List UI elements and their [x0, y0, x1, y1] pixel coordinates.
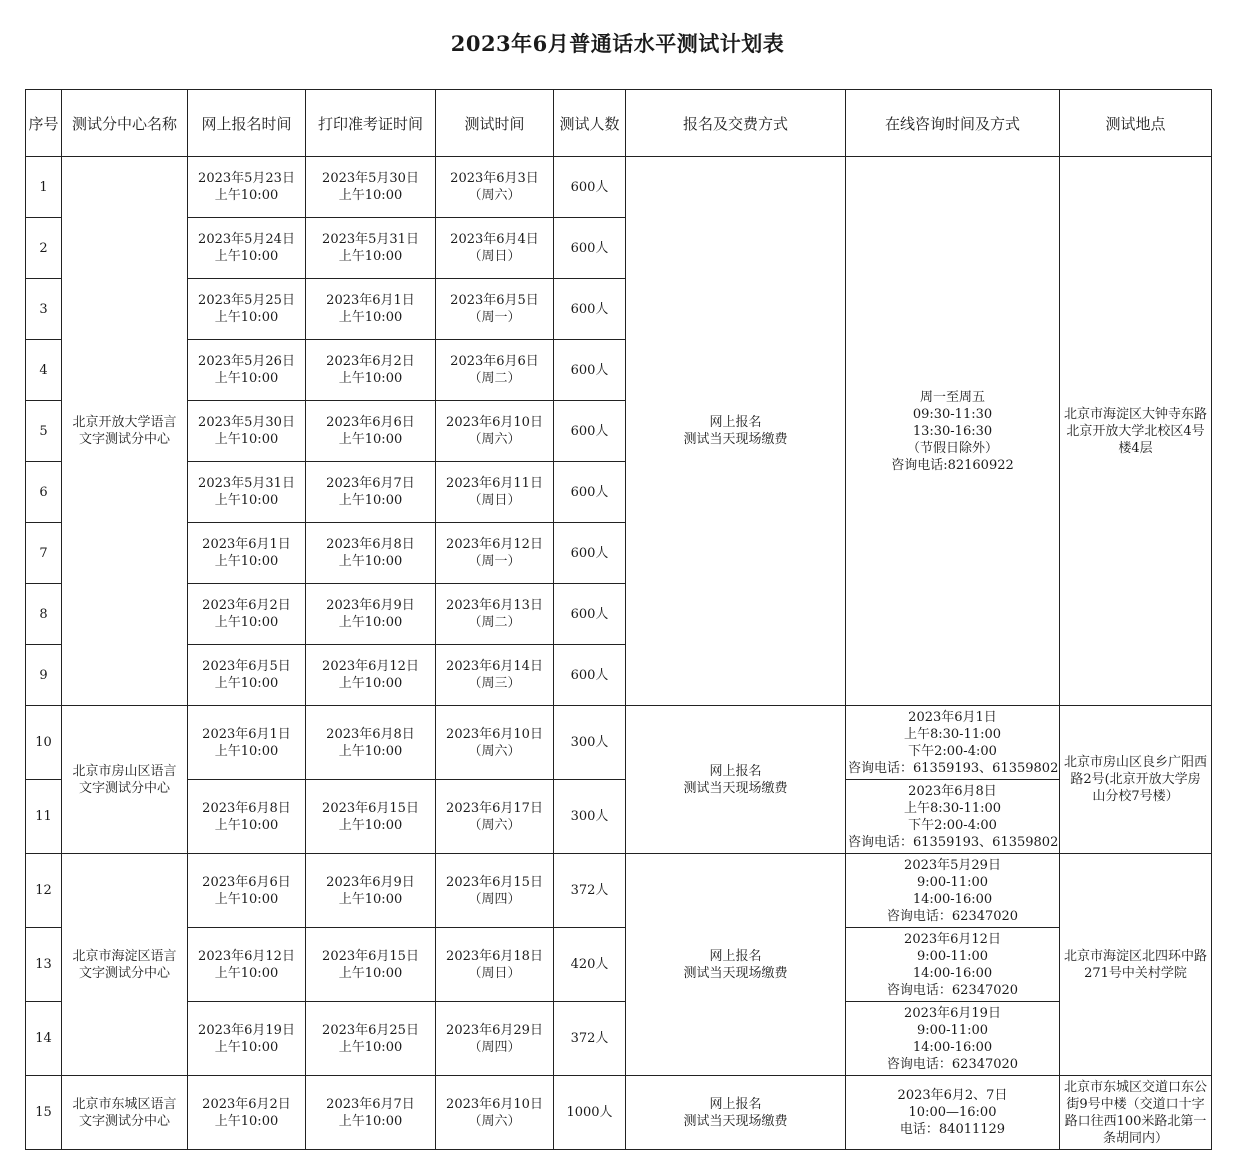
seq-cell: 13 [26, 928, 62, 1002]
print-time-cell [306, 645, 436, 706]
consult-cell [846, 928, 1060, 1002]
payment-cell-line: 网上报名 [709, 1096, 762, 1112]
center-name-cell [62, 854, 188, 1076]
print-time-cell-line: 上午10:00 [338, 1113, 403, 1129]
test-time-cell [436, 523, 554, 584]
count-cell: 420人 [554, 928, 626, 1002]
reg-time-cell [188, 279, 306, 340]
test-time-cell-line: （周六） [468, 1113, 521, 1129]
consult-cell-line: 2023年6月2、7日 [897, 1088, 1008, 1103]
center-name-cell-line: 北京市房山区语言文字测试分中心 [72, 763, 177, 796]
count-cell: 600人 [554, 340, 626, 401]
reg-time-cell-line: 上午10:00 [214, 965, 279, 981]
print-time-cell [306, 340, 436, 401]
test-time-cell [436, 645, 554, 706]
reg-time-cell-line: 2023年6月5日 [202, 659, 291, 674]
count-cell: 600人 [554, 462, 626, 523]
reg-time-cell-line: 上午10:00 [214, 817, 279, 833]
print-time-cell-line: 上午10:00 [338, 1039, 403, 1055]
test-time-cell-line: （周日） [468, 965, 521, 981]
print-time-cell [306, 928, 436, 1002]
test-time-cell-line: 2023年6月14日 [446, 659, 543, 674]
reg-time-cell-line: 上午10:00 [214, 891, 279, 907]
reg-time-cell-line: 上午10:00 [214, 188, 279, 203]
reg-time-cell-line: 上午10:00 [214, 249, 279, 264]
test-time-cell-line: 2023年6月29日 [446, 1022, 543, 1038]
location-cell-line: 北京市海淀区大钟寺东路北京开放大学北校区4号楼4层 [1064, 406, 1208, 456]
seq-cell: 14 [26, 1002, 62, 1076]
test-time-cell-line: 2023年6月15日 [446, 874, 543, 890]
print-time-cell [306, 523, 436, 584]
reg-time-cell-line: 2023年5月25日 [198, 293, 295, 308]
reg-time-cell-line: 上午10:00 [214, 676, 279, 691]
seq-cell: 9 [26, 645, 62, 706]
location-cell-line: 北京市海淀区北四环中路271号中关村学院 [1064, 948, 1208, 981]
reg-time-cell-line: 上午10:00 [214, 432, 279, 447]
test-time-cell-line: 2023年6月11日 [446, 476, 543, 491]
print-time-cell [306, 1076, 436, 1150]
print-time-cell-line: 2023年5月31日 [322, 232, 419, 247]
reg-time-cell-line: 2023年6月8日 [202, 800, 291, 816]
header-payment: 报名及交费方式 [626, 90, 846, 157]
reg-time-cell-line: 上午10:00 [214, 554, 279, 569]
reg-time-cell [188, 780, 306, 854]
table-row [26, 928, 1212, 1002]
consult-cell-line: 周一至周五 [919, 389, 985, 405]
center-name-cell-line: 北京开放大学语言文字测试分中心 [72, 415, 177, 447]
location-cell [1060, 706, 1212, 854]
page-title: 2023年6月普通话水平测试计划表 [450, 31, 785, 56]
test-time-cell [436, 854, 554, 928]
consult-cell-line: 2023年6月1日 [908, 709, 997, 725]
reg-time-cell-line: 上午10:00 [214, 1113, 279, 1129]
header-center: 测试分中心名称 [62, 90, 188, 157]
table-row [26, 706, 1212, 780]
header-test-time: 测试时间 [436, 90, 554, 157]
consult-cell [846, 780, 1060, 854]
reg-time-cell [188, 340, 306, 401]
consult-cell-line: 下午2:00-4:00 [908, 817, 997, 833]
reg-time-cell [188, 706, 306, 780]
test-time-cell [436, 706, 554, 780]
reg-time-cell-line: 2023年5月30日 [198, 415, 295, 430]
print-time-cell-line: 上午10:00 [338, 615, 403, 630]
reg-time-cell-line: 上午10:00 [214, 493, 279, 508]
consult-cell-line: 9:00-11:00 [916, 948, 989, 964]
test-time-cell [436, 340, 554, 401]
header-consult: 在线咨询时间及方式 [846, 90, 1060, 157]
payment-cell [626, 854, 846, 1076]
test-time-cell-line: （周六） [468, 817, 521, 833]
test-time-cell-line: 2023年6月12日 [446, 537, 543, 552]
reg-time-cell [188, 462, 306, 523]
reg-time-cell-line: 2023年5月24日 [198, 232, 295, 247]
consult-cell-line: 2023年6月12日 [904, 931, 1001, 947]
table-row [26, 1002, 1212, 1076]
consult-cell-line: 13:30-16:30 [912, 423, 993, 439]
print-time-cell-line: 2023年6月25日 [322, 1022, 419, 1038]
print-time-cell-line: 上午10:00 [338, 310, 403, 325]
print-time-cell [306, 584, 436, 645]
reg-time-cell-line: 2023年6月19日 [198, 1022, 295, 1038]
test-time-cell-line: 2023年6月3日 [450, 171, 539, 186]
print-time-cell-line: 上午10:00 [338, 432, 403, 447]
reg-time-cell [188, 523, 306, 584]
consult-cell-line: 9:00-11:00 [916, 1022, 989, 1038]
reg-time-cell-line: 上午10:00 [214, 310, 279, 325]
location-cell [1060, 1076, 1212, 1150]
seq-cell: 15 [26, 1076, 62, 1150]
test-time-cell-line: 2023年6月5日 [450, 293, 539, 308]
test-time-cell-line: 2023年6月6日 [450, 354, 539, 369]
reg-time-cell [188, 645, 306, 706]
test-time-cell-line: （周一） [468, 310, 521, 325]
reg-time-cell [188, 584, 306, 645]
consult-cell-line: 2023年6月8日 [908, 783, 997, 799]
test-time-cell [436, 928, 554, 1002]
header-print-time: 打印准考证时间 [306, 90, 436, 157]
consult-cell-line: 上午8:30-11:00 [903, 800, 1002, 816]
reg-time-cell [188, 1076, 306, 1150]
header-reg-time: 网上报名时间 [188, 90, 306, 157]
print-time-cell [306, 462, 436, 523]
reg-time-cell [188, 854, 306, 928]
test-time-cell-line: 2023年6月13日 [446, 598, 543, 613]
payment-cell [626, 706, 846, 854]
reg-time-cell-line: 2023年5月26日 [198, 354, 295, 369]
seq-cell: 6 [26, 462, 62, 523]
print-time-cell-line: 上午10:00 [338, 743, 403, 759]
reg-time-cell [188, 1002, 306, 1076]
center-name-cell [62, 157, 188, 706]
test-time-cell-line: （周二） [468, 615, 521, 630]
consult-cell-line: 咨询电话：62347020 [886, 908, 1019, 924]
seq-cell: 1 [26, 157, 62, 218]
reg-time-cell [188, 928, 306, 1002]
count-cell: 600人 [554, 218, 626, 279]
count-cell: 1000人 [554, 1076, 626, 1150]
test-time-cell [436, 780, 554, 854]
print-time-cell [306, 218, 436, 279]
consult-cell [846, 1002, 1060, 1076]
test-time-cell [436, 157, 554, 218]
test-time-cell-line: （周三） [468, 676, 521, 691]
seq-cell: 11 [26, 780, 62, 854]
table-row [26, 854, 1212, 928]
header-location: 测试地点 [1060, 90, 1212, 157]
reg-time-cell-line: 2023年6月1日 [202, 537, 291, 552]
center-name-cell [62, 1076, 188, 1150]
test-time-cell-line: 2023年6月10日 [446, 726, 543, 742]
print-time-cell-line: 上午10:00 [338, 188, 403, 203]
consult-cell-line: 上午8:30-11:00 [903, 726, 1002, 742]
test-time-cell-line: 2023年6月18日 [446, 948, 543, 964]
print-time-cell-line: 上午10:00 [338, 676, 403, 691]
test-time-cell-line: 2023年6月4日 [450, 232, 539, 247]
print-time-cell-line: 上午10:00 [338, 817, 403, 833]
location-cell [1060, 157, 1212, 706]
print-time-cell-line: 2023年6月8日 [326, 726, 415, 742]
print-time-cell-line: 2023年5月30日 [322, 171, 419, 186]
reg-time-cell [188, 401, 306, 462]
test-time-cell-line: （周六） [468, 188, 521, 203]
test-plan-table [25, 89, 1212, 1150]
consult-cell-line: 09:30-11:30 [912, 406, 993, 422]
test-time-cell [436, 218, 554, 279]
print-time-cell-line: 2023年6月2日 [326, 354, 415, 369]
consult-cell-line: 14:00-16:00 [912, 965, 993, 981]
test-time-cell [436, 462, 554, 523]
print-time-cell-line: 上午10:00 [338, 371, 403, 386]
reg-time-cell-line: 2023年6月2日 [202, 1096, 291, 1112]
table-row [26, 157, 1212, 218]
print-time-cell-line: 上午10:00 [338, 249, 403, 264]
print-time-cell-line: 2023年6月7日 [326, 476, 415, 491]
payment-cell-line: 测试当天现场缴费 [683, 965, 788, 981]
test-time-cell [436, 1076, 554, 1150]
consult-cell-line: 14:00-16:00 [912, 1039, 993, 1055]
print-time-cell-line: 2023年6月12日 [322, 659, 419, 674]
seq-cell: 3 [26, 279, 62, 340]
seq-cell: 2 [26, 218, 62, 279]
print-time-cell-line: 2023年6月9日 [326, 598, 415, 613]
seq-cell: 10 [26, 706, 62, 780]
location-cell [1060, 854, 1212, 1076]
print-time-cell [306, 279, 436, 340]
reg-time-cell-line: 上午10:00 [214, 615, 279, 630]
location-cell-line: 北京市东城区交道口东公街9号中楼（交道口十字路口往西100米路北第一条胡同内） [1064, 1079, 1208, 1146]
print-time-cell [306, 157, 436, 218]
seq-cell: 12 [26, 854, 62, 928]
count-cell: 300人 [554, 780, 626, 854]
print-time-cell-line: 上午10:00 [338, 493, 403, 508]
print-time-cell [306, 706, 436, 780]
consult-cell-line: 电话：84011129 [899, 1122, 1006, 1137]
consult-cell [846, 1076, 1060, 1150]
location-cell-line: 北京市房山区良乡广阳西路2号(北京开放大学房山分校7号楼） [1064, 755, 1208, 804]
payment-cell-line: 网上报名 [709, 763, 762, 779]
center-name-cell [62, 706, 188, 854]
reg-time-cell-line: 上午10:00 [214, 1039, 279, 1055]
center-name-cell-line: 北京市海淀区语言文字测试分中心 [72, 948, 177, 981]
print-time-cell [306, 1002, 436, 1076]
count-cell: 600人 [554, 157, 626, 218]
print-time-cell-line: 2023年6月9日 [326, 874, 415, 890]
count-cell: 600人 [554, 279, 626, 340]
test-time-cell-line: （周四） [468, 1039, 521, 1055]
test-time-cell [436, 401, 554, 462]
reg-time-cell-line: 2023年5月23日 [198, 171, 295, 186]
header-row [26, 90, 1212, 157]
consult-cell-line: （节假日除外） [906, 440, 998, 456]
consult-cell [846, 706, 1060, 780]
reg-time-cell-line: 上午10:00 [214, 743, 279, 759]
print-time-cell-line: 2023年6月8日 [326, 537, 415, 552]
test-time-cell-line: 2023年6月10日 [446, 415, 543, 430]
count-cell: 600人 [554, 584, 626, 645]
reg-time-cell-line: 2023年6月1日 [202, 726, 291, 742]
test-time-cell [436, 279, 554, 340]
print-time-cell-line: 2023年6月7日 [326, 1096, 415, 1112]
header-count: 测试人数 [554, 90, 626, 157]
count-cell: 600人 [554, 645, 626, 706]
reg-time-cell-line: 2023年5月31日 [198, 476, 295, 491]
test-time-cell [436, 584, 554, 645]
reg-time-cell-line: 2023年6月12日 [198, 948, 295, 964]
seq-cell: 7 [26, 523, 62, 584]
reg-time-cell-line: 上午10:00 [214, 371, 279, 386]
table-row [26, 780, 1212, 854]
count-cell: 600人 [554, 401, 626, 462]
payment-cell-line: 测试当天现场缴费 [683, 432, 788, 447]
table-row [26, 1076, 1212, 1150]
consult-cell-line: 2023年6月19日 [904, 1005, 1001, 1021]
print-time-cell-line: 上午10:00 [338, 554, 403, 569]
consult-cell-line: 咨询电话：61359193、61359802 [848, 834, 1059, 850]
reg-time-cell-line: 2023年6月6日 [202, 874, 291, 890]
print-time-cell-line: 2023年6月15日 [322, 948, 419, 964]
consult-cell-line: 下午2:00-4:00 [908, 743, 997, 759]
test-time-cell [436, 1002, 554, 1076]
test-time-cell-line: （周六） [468, 743, 521, 759]
payment-cell-line: 网上报名 [709, 948, 762, 964]
consult-cell-line: 咨询电话：62347020 [886, 982, 1019, 998]
consult-cell-line: 咨询电话:82160922 [891, 457, 1014, 473]
payment-cell-line: 网上报名 [709, 415, 762, 430]
consult-cell-line: 咨询电话：62347020 [886, 1056, 1019, 1072]
test-time-cell-line: （周一） [468, 554, 521, 569]
count-cell: 372人 [554, 1002, 626, 1076]
test-time-cell-line: （周四） [468, 891, 521, 907]
seq-cell: 4 [26, 340, 62, 401]
reg-time-cell [188, 218, 306, 279]
consult-cell [846, 157, 1060, 706]
consult-cell-line: 14:00-16:00 [912, 891, 993, 907]
test-time-cell-line: 2023年6月10日 [446, 1096, 543, 1112]
payment-cell [626, 157, 846, 706]
print-time-cell-line: 上午10:00 [338, 965, 403, 981]
test-time-cell-line: （周日） [468, 249, 521, 264]
reg-time-cell [188, 157, 306, 218]
seq-cell: 8 [26, 584, 62, 645]
print-time-cell-line: 上午10:00 [338, 891, 403, 907]
print-time-cell-line: 2023年6月6日 [326, 415, 415, 430]
print-time-cell [306, 854, 436, 928]
print-time-cell [306, 401, 436, 462]
center-name-cell-line: 北京市东城区语言文字测试分中心 [72, 1096, 177, 1129]
header-seq: 序号 [26, 90, 62, 157]
seq-cell: 5 [26, 401, 62, 462]
print-time-cell [306, 780, 436, 854]
consult-cell-line: 2023年5月29日 [904, 857, 1001, 873]
test-time-cell-line: （周六） [468, 432, 521, 447]
print-time-cell-line: 2023年6月1日 [326, 293, 415, 308]
payment-cell-line: 测试当天现场缴费 [683, 1113, 788, 1129]
test-time-cell-line: 2023年6月17日 [446, 800, 543, 816]
test-time-cell-line: （周日） [468, 493, 521, 508]
consult-cell-line: 10:00—16:00 [908, 1105, 997, 1120]
consult-cell-line: 9:00-11:00 [916, 874, 989, 890]
reg-time-cell-line: 2023年6月2日 [202, 598, 291, 613]
count-cell: 372人 [554, 854, 626, 928]
print-time-cell-line: 2023年6月15日 [322, 800, 419, 816]
test-time-cell-line: （周二） [468, 371, 521, 386]
count-cell: 300人 [554, 706, 626, 780]
payment-cell-line: 测试当天现场缴费 [683, 780, 788, 796]
count-cell: 600人 [554, 523, 626, 584]
consult-cell-line: 咨询电话：61359193、61359802 [848, 760, 1059, 776]
payment-cell [626, 1076, 846, 1150]
consult-cell [846, 854, 1060, 928]
